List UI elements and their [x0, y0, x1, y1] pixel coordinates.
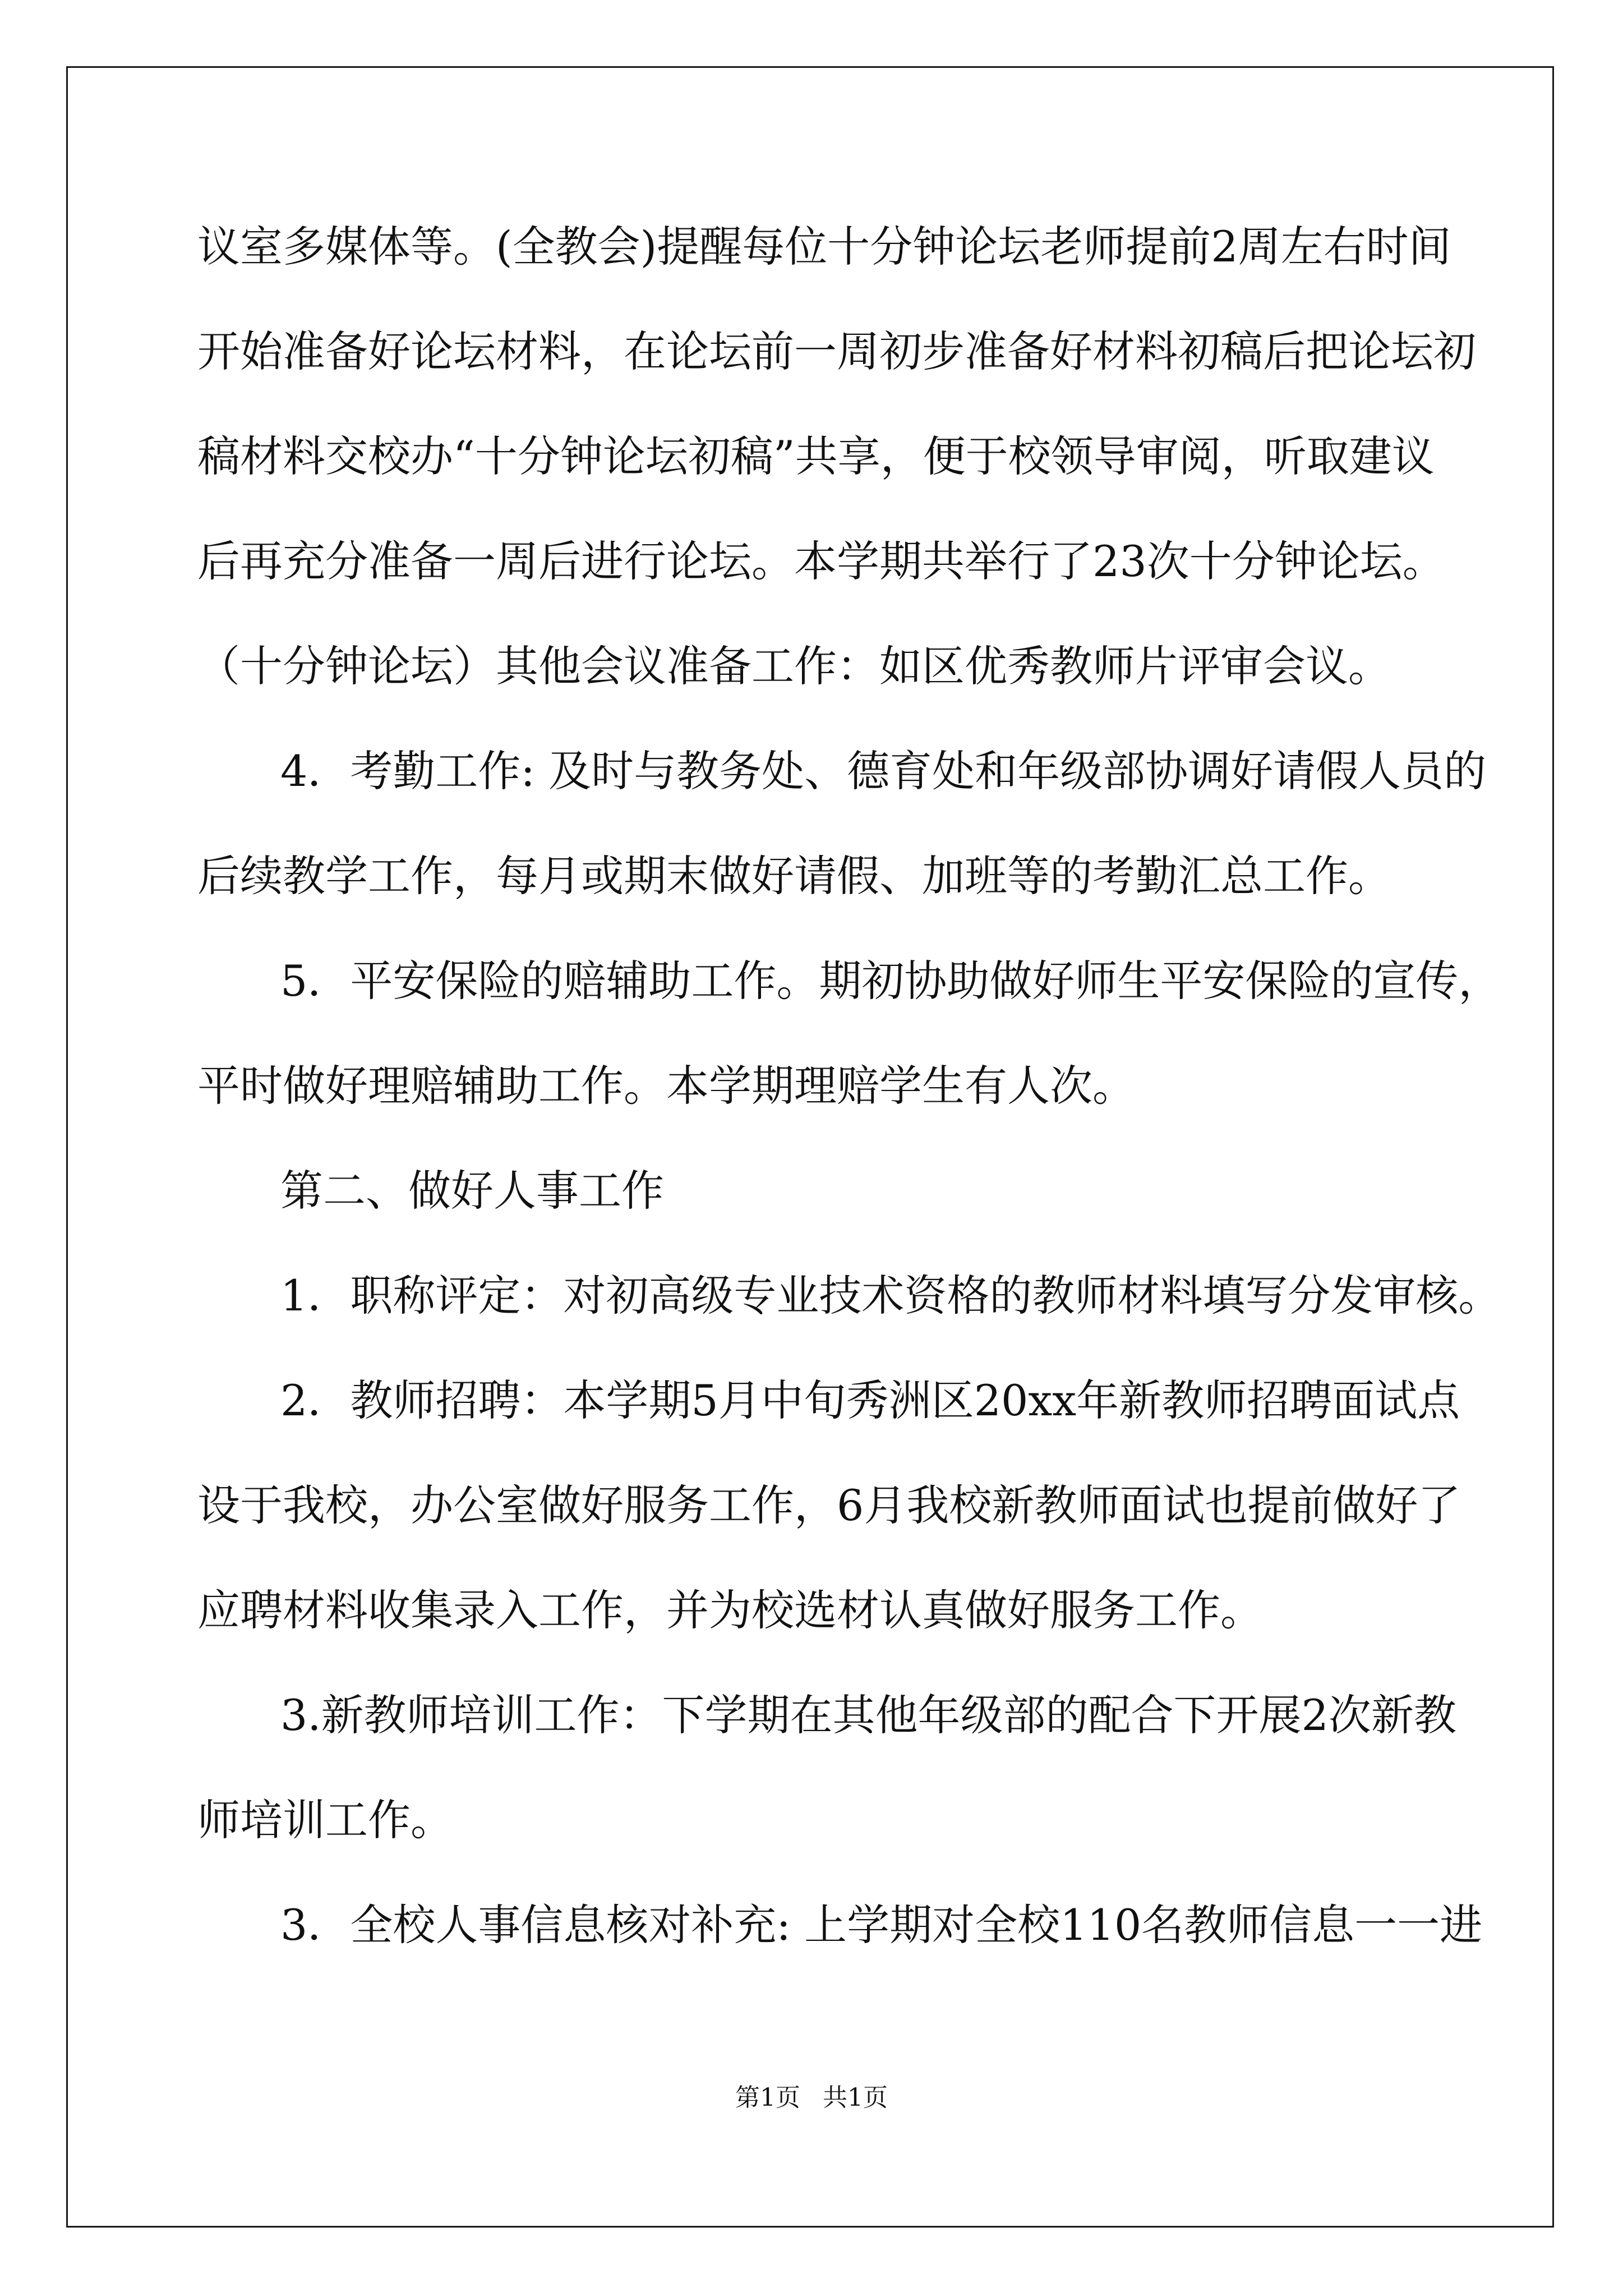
text-line: [0, 1682, 1623, 1749]
text-line-content: 后续教学工作，每月或期末做好请假、加班等的考勤汇总工作。: [197, 851, 1391, 901]
text-line-content: 师培训工作。: [197, 1795, 453, 1845]
text-line: [0, 1577, 1623, 1644]
text-line-content: 3.新教师培训工作：下学期在其他年级部的配合下开展2次新教: [280, 1690, 1456, 1740]
text-line-content: 应聘材料收集录入工作，并为校选材认真做好服务工作。: [197, 1585, 1263, 1635]
text-line: [0, 947, 1623, 1015]
text-line-content: 5．平安保险的赔辅助工作。期初协助做好师生平安保险的宣传，: [280, 956, 1501, 1006]
text-line-content: 2．教师招聘：本学期5月中旬秀洲区20xx年新教师招聘面试点: [280, 1375, 1460, 1425]
text-line-content: 设于我校，办公室做好服务工作，6月我校新教师面试也提前做好了: [197, 1480, 1461, 1530]
text-line-content: 稿材料交校办“十分钟论坛初稿”共享，便于校领导审阅，听取建议: [197, 431, 1435, 481]
text-line-content: （十分钟论坛）其他会议准备工作：如区优秀教师片评审会议。: [197, 641, 1391, 691]
text-line: [0, 1367, 1623, 1434]
text-line: [0, 1052, 1623, 1120]
text-line: [0, 423, 1623, 490]
text-line: [0, 1262, 1623, 1329]
text-line-content: 后再充分准备一周后进行论坛。本学期共举行了23次十分钟论坛。: [197, 536, 1445, 586]
text-line: [0, 1472, 1623, 1539]
page-total: 共1页: [823, 2083, 888, 2112]
text-line-content: 4．考勤工作: 及时与教务处、德育处和年级部协调好请假人员的: [280, 746, 1487, 796]
text-line: [0, 633, 1623, 700]
text-line: [0, 318, 1623, 385]
text-line: [0, 213, 1623, 280]
text-line-content: 平时做好理赔辅助工作。本学期理赔学生有人次。: [197, 1061, 1135, 1111]
text-line: [0, 1787, 1623, 1854]
page-footer: [0, 2078, 1623, 2118]
section-heading: [0, 1157, 1623, 1225]
text-line: [0, 738, 1623, 805]
text-line-content: 开始准备好论坛材料，在论坛前一周初步准备好材料初稿后把论坛初: [197, 326, 1476, 376]
text-line-content: 议室多媒体等。(全教会)提醒每位十分钟论坛老师提前2周左右时间: [197, 222, 1451, 272]
text-line: [0, 528, 1623, 595]
text-line: [0, 1892, 1623, 1959]
text-line: [0, 843, 1623, 910]
page-number: 第1页: [735, 2083, 800, 2112]
text-line-content: 第二、做好人事工作: [280, 1166, 664, 1216]
text-line-content: 1．职称评定：对初高级专业技术资格的教师材料填写分发审核。: [280, 1271, 1501, 1320]
text-line-content: 3．全校人事信息核对补充: 上学期对全校110名教师信息一一进: [280, 1900, 1483, 1950]
